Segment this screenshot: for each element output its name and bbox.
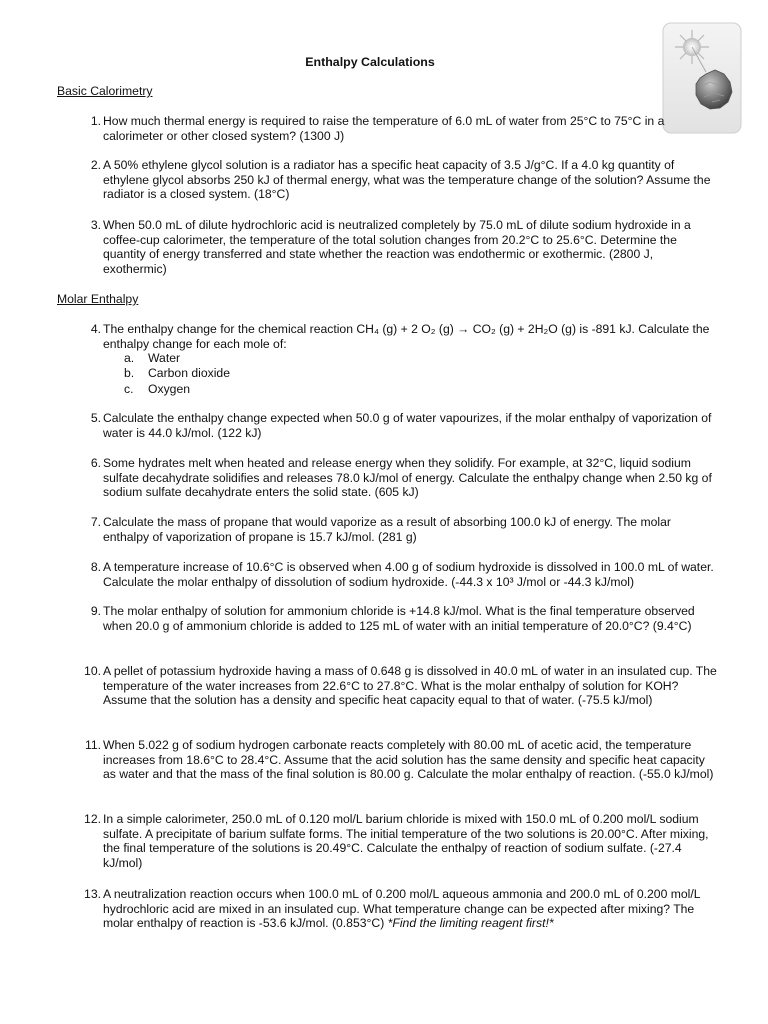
question-number: 3. [90, 218, 101, 232]
question-number: 10. [84, 664, 101, 678]
question-text: A 50% ethylene glycol solution is a radiator has a specific heat capacity of 3.5 J/g°C. If a 4.0 kg quantity of ethylene glycol absorbs 250 kJ of thermal energy, what was the temperature change of the solution? Assume the radiator is a closed system. (18°C) [103, 158, 711, 202]
question-text: When 5.022 g of sodium hydrogen carbonate reacts completely with 80.00 mL of acetic acid, the temperature increases from 18.6°C to 28.4°C. Assume that the acid solution has the same density and specific heat capacity as water and that the mass of the final solution is 80.00 g. Calculate the molar enthalpy of reaction. (-55.0 kJ/mol) [103, 738, 714, 782]
question-text-body: A neutralization reaction occurs when 100.0 mL of 0.200 mol/L aqueous ammonia and 200.0 mL of 0.200 mol/L hydrochloric acid are mixed in an insulated cup. What temperature change can be expected after mixing? The molar enthalpy of reaction is -53.6 kJ/mol. (0.853°C) [103, 887, 701, 931]
sub-item [103, 366, 230, 381]
question-text: The molar enthalpy of solution for ammonium chloride is +14.8 kJ/mol. What is the final temperature observed when 20.0 g of ammonium chloride is added to 125 mL of water with an initial temperature of 20.0°C? (9.4°C) [103, 604, 695, 633]
question-text: When 50.0 mL of dilute hydrochloric acid is neutralized completely by 75.0 mL of dilute sodium hydroxide in a coffee-cup calorimeter, the temperature of the total solution changes from 20.2°C to 25.6°C. Determine the quantity of energy transferred and state whether the reaction was endothermic or exothermic. (2800 J, exothermic) [103, 218, 691, 276]
question-text: In a simple calorimeter, 250.0 mL of 0.120 mol/L barium chloride is mixed with 150.0 mL of 0.200 mol/L sodium sulfate. A precipitate of barium sulfate forms. The initial temperature of the two solutions is 20.00°C. After mixing, the final temperature of the solutions is 20.49°C. Calculate the enthalpy of reaction of sodium sulfate. (-27.4 kJ/mol) [103, 812, 709, 870]
question-text: A temperature increase of 10.6°C is observed when 4.00 g of sodium hydroxide is dissolved in 100.0 mL of water. Calculate the molar enthalpy of dissolution of sodium hydroxide. (-44.3 x 10³ J/mol or -44.3 kJ/mol) [103, 560, 714, 589]
question-number: 4. [90, 322, 101, 336]
sub-item-letter: a. [124, 351, 135, 365]
question-text: A pellet of potassium hydroxide having a mass of 0.648 g is dissolved in 40.0 mL of water in an insulated cup. The temperature of the water increases from 22.6°C to 27.8°C. What is the molar enthalpy of solution for KOH? Assume that the solution has a density and specific heat capacity equal to that of water. (-75.5 kJ/mol) [103, 664, 717, 708]
question-number: 5. [90, 411, 101, 425]
question-number: 9. [90, 604, 101, 618]
question-number: 8. [90, 560, 101, 574]
question-number: 6. [90, 456, 101, 470]
section-heading-basic-calorimetry: Basic Calorimetry [57, 84, 153, 98]
question-number: 2. [90, 158, 101, 172]
sub-item [103, 351, 180, 366]
question-text [103, 887, 718, 931]
question-number: 11. [84, 738, 101, 752]
question-text: The enthalpy change for the chemical reaction CH₄ (g) + 2 O₂ (g) → CO₂ (g) + 2H₂O (g) is -891 kJ. Calculate the enthalpy change for each mole of: [103, 322, 710, 351]
question-number: 7. [90, 515, 101, 529]
question-text: Some hydrates melt when heated and release energy when they solidify. For example, at 32°C, liquid sodium sulfate decahydrate solidifies and releases 78.0 kJ/mol of energy. Calculate the enthalpy change when 2.50 kg of sodium sulfate decahydrate enters the solid state. (605 kJ) [103, 456, 712, 500]
limiting-reagent-hint: *Find the limiting reagent first!* [387, 916, 554, 931]
sub-item-text: Carbon dioxide [148, 366, 230, 380]
question-number: 1. [90, 114, 101, 128]
question-text: How much thermal energy is required to raise the temperature of 6.0 mL of water from 25°C to 75°C in a calorimeter or other closed system? (1300 J) [103, 114, 665, 143]
question-text: Calculate the mass of propane that would vaporize as a result of absorbing 100.0 kJ of energy. The molar enthalpy of vaporization of propane is 15.7 kJ/mol. (281 g) [103, 515, 671, 544]
sub-item-text: Water [148, 351, 181, 365]
question-number: 12. [84, 812, 101, 826]
sub-item [103, 382, 190, 397]
sub-item-text: Oxygen [148, 382, 191, 396]
question-text: Calculate the enthalpy change expected when 50.0 g of water vapourizes, if the molar enthalpy of vaporization of water is 44.0 kJ/mol. (122 kJ) [103, 411, 712, 440]
sub-item-letter: b. [124, 366, 135, 380]
page-title: Enthalpy Calculations [305, 55, 435, 69]
section-heading-molar-enthalpy: Molar Enthalpy [57, 292, 139, 306]
question-number: 13. [84, 887, 101, 901]
sub-item-letter: c. [124, 382, 134, 396]
